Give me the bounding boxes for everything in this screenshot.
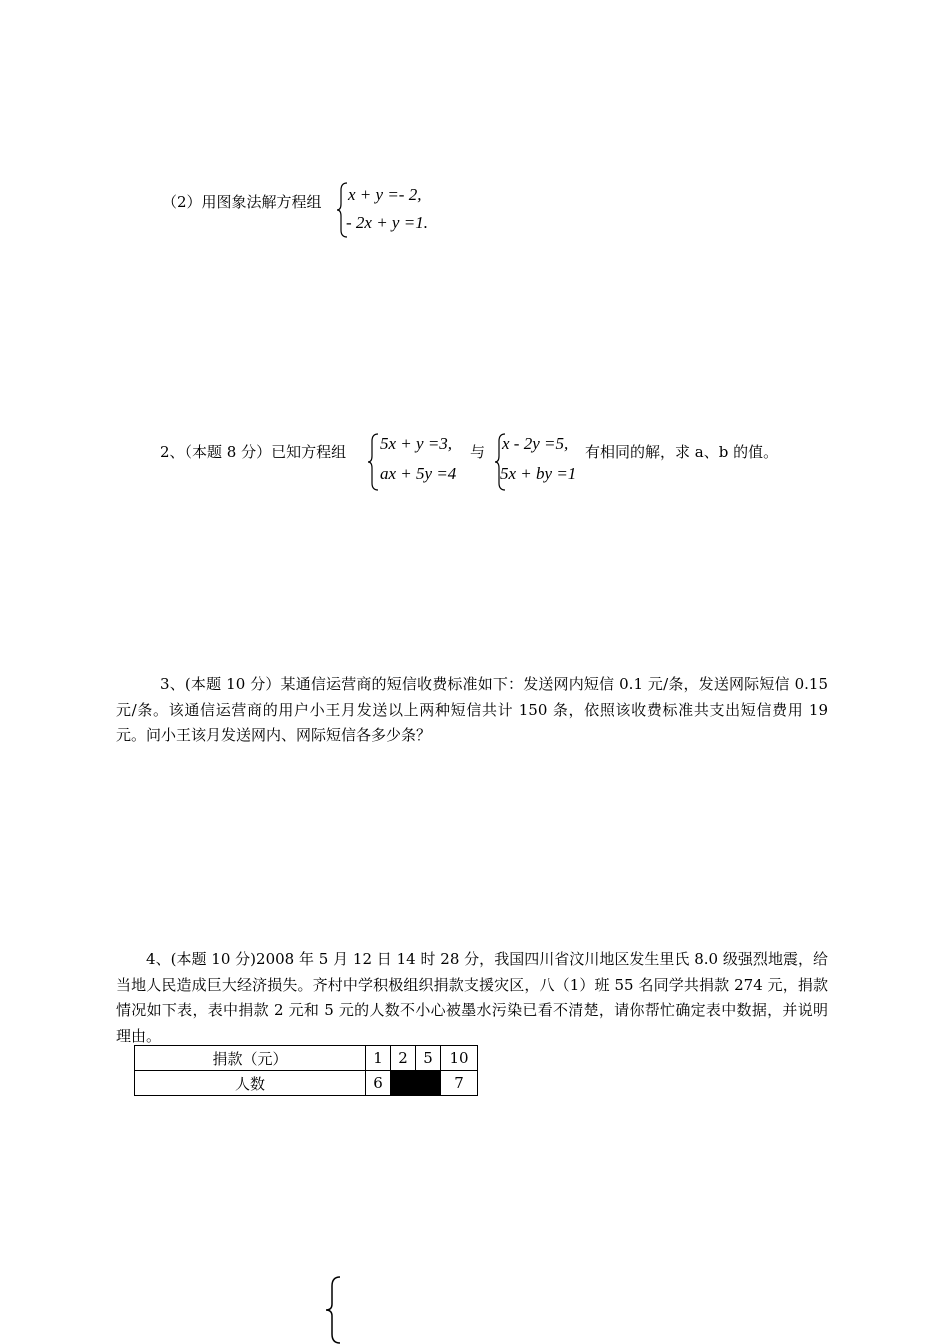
problem2-system1-eq1: 5x + y =3,	[380, 434, 453, 453]
problem3-text: 3、(本题 10 分）某通信运营商的短信收费标准如下：发送网内短信 0.1 元/条，发送网际短信 0.15 元/条。该通信运营商的用户小王月发送以上两种短信共计 150 条，依照该收费标准共支出短信费用 19 元。问小王该月发送网内、网际短信各多少条？	[116, 675, 828, 744]
problem4-text: 4、(本题 10 分)2008 年 5 月 12 日 14 时 28 分，我国四川省汶川地区发生里氏 8.0 级强烈地震，给当地人民造成巨大经济损失。齐村中学积极组织捐款支援灾区，八（1）班 55 名同学共捐款 274 元，捐款情况如下表，表中捐款 2 元和 5 元的人数不小心被墨水污染已看不清楚，请你帮忙确定表中数据，并说明理由。	[116, 950, 828, 1045]
table-count-cell: 7	[441, 1071, 478, 1096]
table-amount-cell: 1	[366, 1046, 391, 1071]
problem2-suffix: 有相同的解，求 a、b 的值。	[585, 443, 779, 461]
donation-table	[134, 1045, 478, 1096]
problem2-connector: 与	[470, 443, 486, 461]
ink-stain-cell	[391, 1071, 416, 1096]
problem2-system2-eq1: x - 2y =5,	[502, 434, 569, 453]
table-amount-cell: 10	[441, 1046, 478, 1071]
table-amount-cell: 2	[391, 1046, 416, 1071]
table-header-label: 捐款（元）	[135, 1046, 366, 1071]
left-brace-icon	[324, 1276, 342, 1344]
left-brace-icon	[367, 433, 379, 491]
problem1-part2-label: （2）用图象法解方程组	[162, 193, 322, 211]
table-row	[135, 1046, 478, 1071]
ink-stain-cell	[416, 1071, 441, 1096]
table-count-cell: 6	[366, 1071, 391, 1096]
problem1-equation-1: x + y =- 2,	[348, 185, 422, 204]
problem1-equation-2: - 2x + y =1.	[346, 213, 428, 232]
table-row-label: 人数	[135, 1071, 366, 1096]
problem2-system2-eq2: 5x + by =1	[500, 464, 577, 483]
problem2-prefix: 2、（本题 8 分）已知方程组	[160, 443, 347, 461]
table-amount-cell: 5	[416, 1046, 441, 1071]
table-row	[135, 1071, 478, 1096]
problem2-system1-eq2: ax + 5y =4	[380, 464, 457, 483]
